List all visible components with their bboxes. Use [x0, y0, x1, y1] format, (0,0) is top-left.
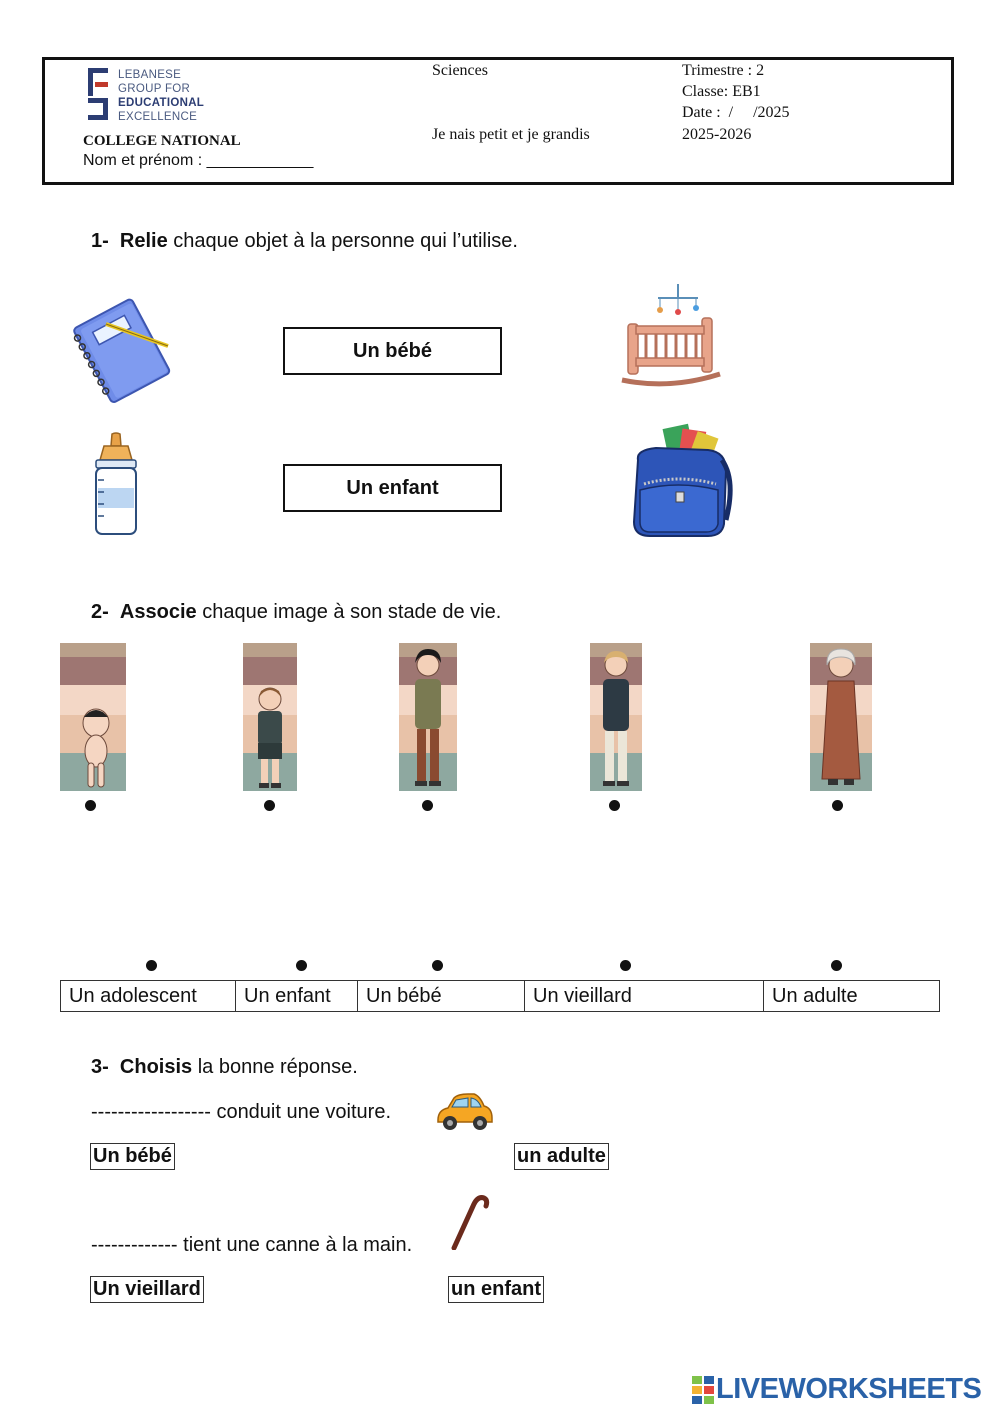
crib-icon	[620, 282, 724, 392]
liveworksheets-mark	[692, 1376, 716, 1406]
q1-verb: Relie	[119, 230, 168, 252]
choice-un-enfant[interactable]: un enfant	[448, 1276, 544, 1303]
q3-number: 3-	[91, 1056, 109, 1078]
logo	[86, 66, 216, 128]
stage-cell: Un enfant	[236, 981, 358, 1012]
liveworksheets-brand: LIVEWORKSHEETS	[716, 1373, 982, 1405]
cane-icon	[448, 1192, 490, 1250]
q1-instruction: chaque objet à la personne qui l’utilise.	[167, 230, 518, 252]
adult-figure	[590, 643, 642, 791]
choice-un-adulte[interactable]: un adulte	[514, 1143, 609, 1170]
q2-verb: Associe	[119, 601, 197, 623]
elderly-figure	[810, 643, 872, 791]
label-un-bebe[interactable]: Un bébé	[283, 327, 502, 375]
logo-mark	[86, 68, 112, 124]
class: Classe: EB1	[682, 83, 761, 100]
school-year: 2025-2026	[682, 126, 752, 143]
stage-dot-2[interactable]	[296, 960, 307, 971]
stage-cell: Un bébé	[358, 981, 525, 1012]
subject: Sciences	[432, 62, 488, 79]
notebook-icon	[68, 294, 178, 404]
logo-line-1: LEBANESE	[118, 69, 182, 81]
q3-title	[91, 1056, 358, 1079]
q2-number: 2-	[91, 601, 109, 623]
baby-bottle-icon	[88, 432, 144, 538]
choice-un-vieillard[interactable]: Un vieillard	[90, 1276, 204, 1303]
q2-instruction: chaque image à son stade de vie.	[196, 601, 502, 623]
q3-verb: Choisis	[119, 1056, 193, 1078]
stage-dot-3[interactable]	[432, 960, 443, 971]
date: Date : / /2025	[682, 104, 790, 121]
school-bag-icon	[626, 420, 736, 540]
stage-dot-4[interactable]	[620, 960, 631, 971]
lesson-title: Je nais petit et je grandis	[432, 126, 590, 143]
logo-line-3: EDUCATIONAL	[118, 97, 205, 109]
figure-dot-2[interactable]	[264, 800, 275, 811]
q1-number: 1-	[91, 230, 109, 252]
stage-dot-1[interactable]	[146, 960, 157, 971]
baby-figure	[60, 643, 126, 791]
logo-line-4: EXCELLENCE	[118, 111, 198, 123]
car-icon	[434, 1090, 494, 1134]
school-name: COLLEGE NATIONAL	[83, 133, 241, 149]
stage-cell: Un adulte	[764, 981, 940, 1012]
stage-table	[60, 980, 940, 1012]
figure-dot-3[interactable]	[422, 800, 433, 811]
stage-cell: Un vieillard	[525, 981, 764, 1012]
child-figure	[243, 643, 297, 791]
figure-dot-5[interactable]	[832, 800, 843, 811]
q3-instruction: la bonne réponse.	[192, 1056, 358, 1078]
figure-dot-4[interactable]	[609, 800, 620, 811]
trimester: Trimestre : 2	[682, 62, 765, 79]
figure-dot-1[interactable]	[85, 800, 96, 811]
label-un-enfant[interactable]: Un enfant	[283, 464, 502, 512]
q3-sentence-1: ------------------ conduit une voiture.	[91, 1101, 391, 1123]
q2-title	[91, 601, 501, 624]
stage-dot-5[interactable]	[831, 960, 842, 971]
choice-un-bebe[interactable]: Un bébé	[90, 1143, 175, 1170]
logo-line-2: GROUP FOR	[118, 83, 191, 95]
stage-cell: Un adolescent	[61, 981, 236, 1012]
table-row	[61, 981, 940, 1012]
teenager-figure	[399, 643, 457, 791]
q3-sentence-2: ------------- tient une canne à la main.	[91, 1234, 413, 1256]
q1-title	[91, 230, 518, 253]
name-field-label: Nom et prénom : ____________	[83, 152, 314, 169]
